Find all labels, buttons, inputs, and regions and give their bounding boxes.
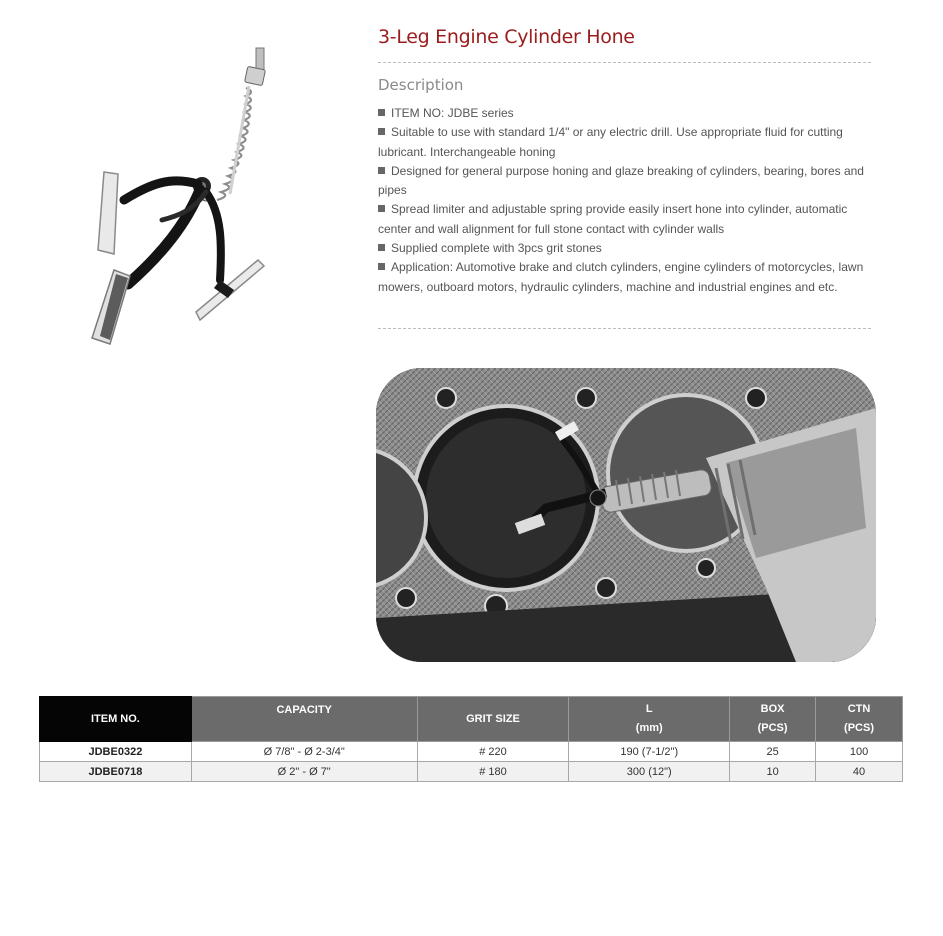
description-item: ITEM NO: JDBE series xyxy=(378,104,873,123)
header-ctn: CTN (PCS) xyxy=(816,697,903,742)
cell-ctn: 40 xyxy=(816,762,903,782)
cell-box: 10 xyxy=(730,762,816,782)
cell-ctn: 100 xyxy=(816,742,903,762)
description-item: Suitable to use with standard 1/4" or any electric drill. Use appropriate fluid for cutting lubricant. Interchangeable honing xyxy=(378,125,843,159)
description-item: Supplied complete with 3pcs grit stones xyxy=(378,239,873,258)
description-divider xyxy=(378,328,871,329)
cell-grit-size: # 220 xyxy=(417,742,569,762)
square-bullet-icon xyxy=(378,109,385,116)
product-title: 3-Leg Engine Cylinder Hone xyxy=(378,26,635,48)
description-item: Spread limiter and adjustable spring provide easily insert hone into cylinder, automatic center and wall alignment for full stone contact with cylinder walls xyxy=(378,202,848,236)
cell-capacity: Ø 2" - Ø 7" xyxy=(191,762,417,782)
table-row xyxy=(40,762,903,782)
header-box: BOX (PCS) xyxy=(730,697,816,742)
square-bullet-icon xyxy=(378,263,385,270)
table-header-row xyxy=(40,697,903,742)
description-list xyxy=(378,104,873,297)
cell-grit-size: # 180 xyxy=(417,762,569,782)
cell-item-no: JDBE0718 xyxy=(40,762,192,782)
square-bullet-icon xyxy=(378,244,385,251)
cell-length: 300 (12") xyxy=(569,762,730,782)
square-bullet-icon xyxy=(378,167,385,174)
description-item: Application: Automotive brake and clutch cylinders, engine cylinders of motorcycles, lawn mowers, outboard motors, hydraulic cylinders, machine and industrial engines and etc. xyxy=(378,260,864,294)
usage-photo xyxy=(376,368,876,662)
header-length: L (mm) xyxy=(569,697,730,742)
cell-box: 25 xyxy=(730,742,816,762)
square-bullet-icon xyxy=(378,128,385,135)
square-bullet-icon xyxy=(378,205,385,212)
spec-table xyxy=(39,696,903,782)
cell-length: 190 (7-1/2") xyxy=(569,742,730,762)
cell-capacity: Ø 7/8" - Ø 2-3/4" xyxy=(191,742,417,762)
header-item-no: ITEM NO. xyxy=(40,697,192,742)
description-heading: Description xyxy=(378,76,464,94)
usage-photo-graphic xyxy=(376,368,876,662)
title-divider xyxy=(378,62,871,63)
description-item: Designed for general purpose honing and glaze breaking of cylinders, bearing, bores and pipes xyxy=(378,163,864,198)
header-capacity: CAPACITY xyxy=(191,697,417,742)
cell-item-no: JDBE0322 xyxy=(40,742,192,762)
header-grit-size: GRIT SIZE xyxy=(417,697,569,742)
product-image xyxy=(78,44,278,354)
table-row xyxy=(40,742,903,762)
